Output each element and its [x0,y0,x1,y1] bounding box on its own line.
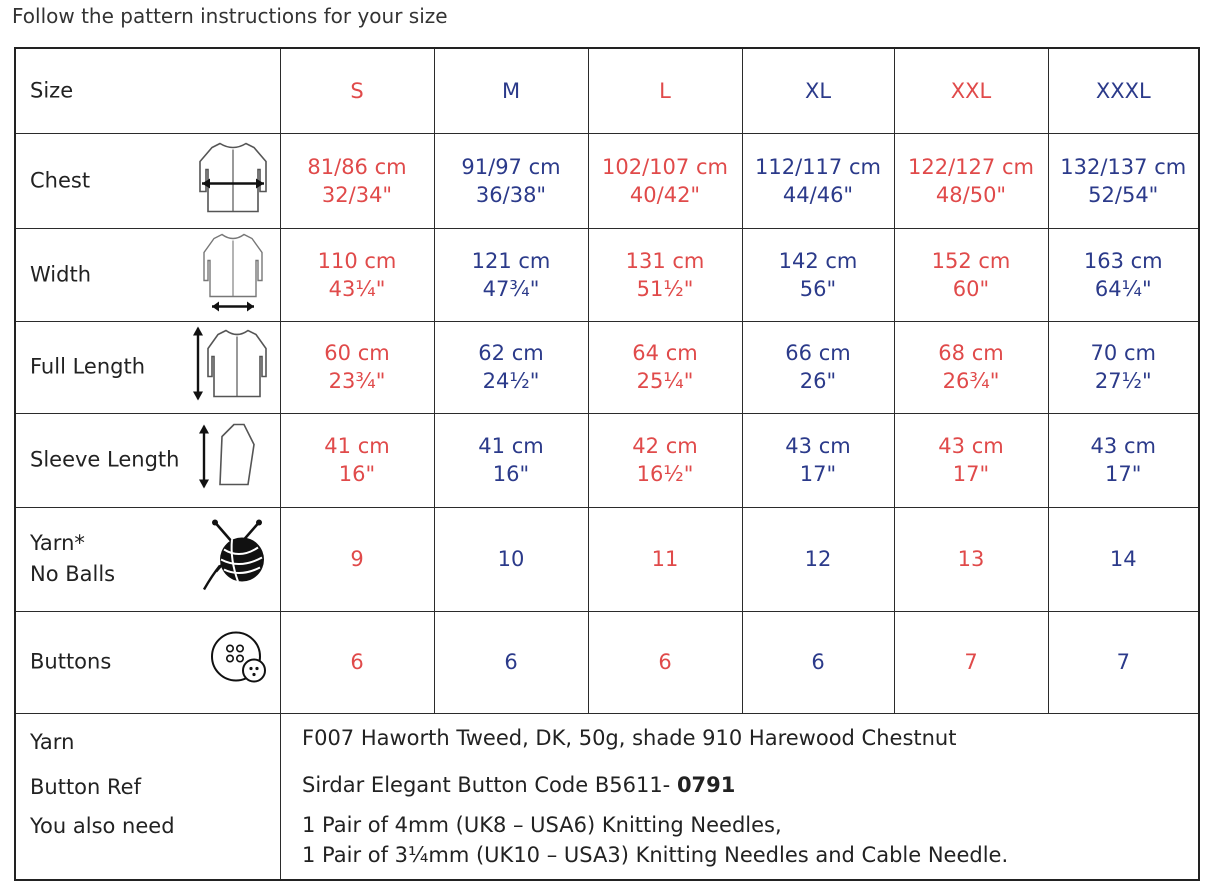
yarn-ball-icon [202,520,272,599]
cm-value: 163 cm [1083,248,1163,273]
ball-count: 11 [651,547,679,571]
inch-value: 16½" [636,462,694,486]
buttons-l [588,611,742,713]
width-s [280,228,434,321]
also-need-line-2: 1 Pair of 3¼mm (UK10 – USA3) Knitting Needles and Cable Needle. [302,843,1009,867]
sleeve-length-measure-icon [196,421,272,500]
width-xxl [894,228,1048,321]
row-label: Full Length [30,354,146,379]
cm-value: 122/127 cm [908,154,1034,179]
size-header-m [434,49,588,133]
cm-value: 81/86 cm [307,154,407,179]
width-l [588,228,742,321]
size-header-xxl [894,49,1048,133]
button-count: 6 [811,650,825,674]
ball-count: 12 [804,547,832,571]
materials-divider [280,713,281,879]
inch-value: 25¼" [636,369,694,393]
full-length-m [434,321,588,413]
cm-value: 132/137 cm [1060,154,1187,179]
inch-value: 17" [952,462,990,486]
inch-value: 16" [338,462,376,486]
size-label: L [659,78,671,103]
button-ref-label: Button Ref [30,775,141,799]
inch-value: 48/50" [935,182,1007,207]
buttons-row [16,611,1198,713]
inch-value: 40/42" [629,182,701,207]
cm-value: 62 cm [478,341,544,365]
inch-value: 64¼" [1094,276,1152,301]
sleeve-length-l [588,413,742,507]
buttons-xxxl [1048,611,1198,713]
cm-value: 41 cm [324,434,390,458]
button-ref-value [302,773,735,797]
yarn-balls-label-cell [16,507,280,611]
yarn-balls-xxxl [1048,507,1198,611]
row-label: Buttons [30,649,112,674]
inch-value: 56" [799,276,837,301]
button-count: 6 [658,650,672,674]
chest-s [280,133,434,228]
row-label: Chest [30,168,91,192]
inch-value: 47¾" [482,276,540,301]
width-m [434,228,588,321]
size-table [16,49,1198,714]
cm-value: 43 cm [938,434,1004,458]
cm-value: 131 cm [625,248,705,273]
cm-value: 43 cm [785,434,851,458]
inch-value: 17" [799,462,837,486]
row-label-line: No Balls [30,562,116,586]
inch-value: 26" [799,369,837,393]
yarn-balls-m [434,507,588,611]
inch-value: 26¾" [942,369,1000,393]
inch-value: 24½" [482,369,540,393]
chest-label-cell [16,133,280,228]
yarn-balls-l [588,507,742,611]
chest-measure-icon [194,139,272,222]
yarn-value: F007 Haworth Tweed, DK, 50g, shade 910 Harewood Chestnut [302,726,957,750]
size-label: XL [804,78,832,103]
size-label: XXL [950,78,992,103]
size-header-row [16,49,1198,133]
button-icon [208,629,272,696]
sleeve-length-xl [742,413,894,507]
full-length-label-cell [16,321,280,413]
ball-count: 14 [1109,547,1137,571]
sleeve-length-label-cell [16,413,280,507]
size-header-s [280,49,434,133]
buttons-m [434,611,588,713]
inch-value: 60" [952,276,990,301]
ball-count: 9 [350,547,364,571]
inch-value: 32/34" [321,182,393,207]
inch-value: 51½" [636,276,694,301]
cm-value: 152 cm [931,248,1011,273]
cm-value: 70 cm [1090,341,1156,365]
cm-value: 64 cm [632,341,698,365]
size-header-l [588,49,742,133]
cm-value: 110 cm [317,248,397,273]
cm-value: 43 cm [1090,434,1156,458]
cm-value: 60 cm [324,341,390,365]
cm-value: 102/107 cm [602,154,728,179]
width-xxxl [1048,228,1198,321]
yarn-balls-xxl [894,507,1048,611]
size-header-xxxl [1048,49,1198,133]
yarn-balls-s [280,507,434,611]
sleeve-length-m [434,413,588,507]
chest-m [434,133,588,228]
button-count: 6 [350,650,364,674]
row-label-multiline [30,528,115,590]
also-need-line-1: 1 Pair of 4mm (UK8 – USA6) Knitting Needles, [302,813,782,837]
button-count: 6 [504,650,518,674]
sleeve-length-xxl [894,413,1048,507]
chest-row [16,133,1198,228]
buttons-xxl [894,611,1048,713]
yarn-label: Yarn [30,730,75,754]
cm-value: 66 cm [785,341,851,365]
size-label: XXXL [1095,78,1151,103]
button-ref-prefix: Sirdar Elegant Button Code B5611- [302,773,677,797]
inch-value: 52/54" [1088,182,1159,207]
cm-value: 142 cm [778,248,858,273]
row-label: Sleeve Length [30,447,180,472]
cm-value: 91/97 cm [461,154,561,179]
width-label-cell [16,228,280,321]
chest-xxxl [1048,133,1198,228]
size-label: S [350,78,364,103]
chest-l [588,133,742,228]
button-count: 7 [964,650,978,674]
size-header-xl [742,49,894,133]
buttons-s [280,611,434,713]
inch-value: 44/46" [782,182,854,207]
width-measure-icon [194,230,272,319]
chest-xl [742,133,894,228]
width-xl [742,228,894,321]
ball-count: 10 [497,547,525,571]
size-chart [14,47,1200,881]
full-length-xxxl [1048,321,1198,413]
cm-value: 42 cm [632,434,698,458]
full-length-measure-icon [190,323,272,412]
inch-value: 36/38" [475,182,547,207]
width-row [16,228,1198,321]
cm-value: 68 cm [938,341,1004,365]
full-length-xl [742,321,894,413]
inch-value: 43¼" [328,276,386,301]
intro-text: Follow the pattern instructions for your size [12,4,448,28]
inch-value: 17" [1105,462,1142,486]
inch-value: 23¾" [328,369,386,393]
yarn-balls-xl [742,507,894,611]
inch-value: 16" [492,462,530,486]
chest-xxl [894,133,1048,228]
sleeve-length-row [16,413,1198,507]
buttons-xl [742,611,894,713]
materials-section [16,713,1198,879]
inch-value: 27½" [1094,369,1152,393]
also-need-label: You also need [30,814,175,838]
ball-count: 13 [957,547,985,571]
sleeve-length-s [280,413,434,507]
button-count: 7 [1116,650,1130,674]
buttons-label-cell [16,611,280,713]
full-length-row [16,321,1198,413]
row-label: Width [30,262,92,286]
full-length-s [280,321,434,413]
size-header-label: Size [30,78,74,103]
yarn-balls-row [16,507,1198,611]
cm-value: 112/117 cm [755,154,881,179]
row-label-line: Yarn* [30,531,85,555]
full-length-xxl [894,321,1048,413]
size-label: M [501,78,521,103]
full-length-l [588,321,742,413]
button-ref-code: 0791 [676,773,736,797]
cm-value: 121 cm [471,248,551,273]
size-header-label-cell [16,49,280,133]
sleeve-length-xxxl [1048,413,1198,507]
cm-value: 41 cm [478,434,544,458]
